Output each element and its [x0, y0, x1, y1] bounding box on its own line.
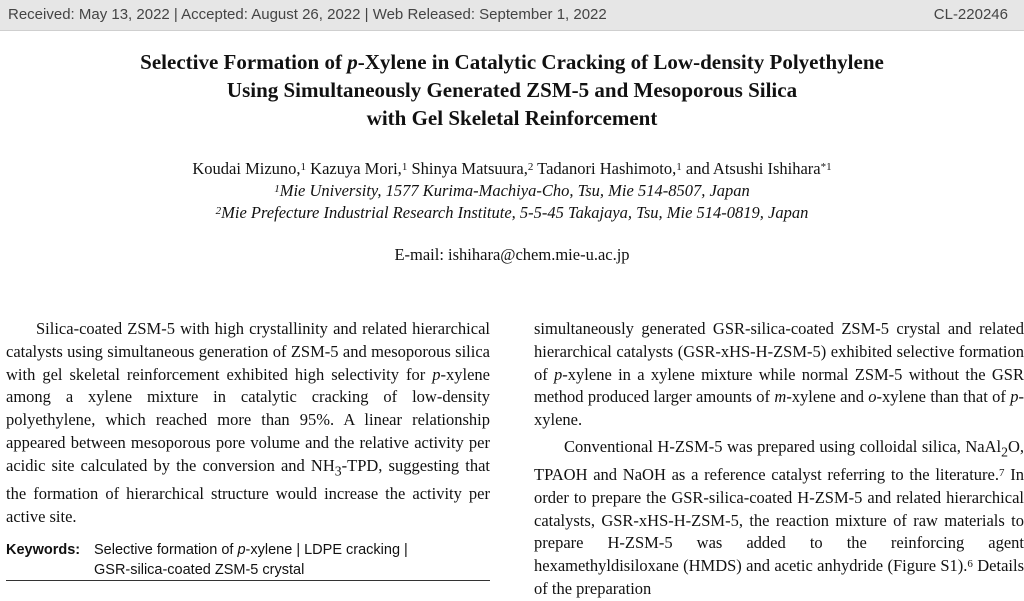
- article-id: CL-220246: [933, 6, 1008, 23]
- author-name: Koudai Mizuno,: [192, 159, 301, 178]
- keywords-list: Selective formation of p-xylene | LDPE cracking | GSR-silica-coated ZSM-5 crystal: [94, 542, 408, 578]
- author-affiliation-mark: 1: [676, 161, 682, 173]
- author-affiliation-mark: *1: [820, 161, 832, 173]
- body-paragraph: Conventional H-ZSM-5 was prepared using colloidal silica, NaAl$_2$O, TPAOH and NaOH as a reference catalyst referring to the literature.$^7$ In order to prepare the GSR-silica-coated H-ZSM-5 and related hierarchical catalysts, GSR-xHS-H-ZSM-5, the reaction mixture of raw materials to prepare H-ZSM-5 was added to the reinforcing agent hexamethyldisiloxane (HMDS) and acetic anhydride (Figure S1).$^6$ Details of the preparation: [534, 436, 1024, 599]
- body-paragraph: simultaneously generated GSR-silica-coated ZSM-5 crystal and related hierarchical catalysts (GSR-xHS-H-ZSM-5) exhibited selective formation of p-xylene in a xylene mixture while normal ZSM-5 without the GSR method produced larger amounts of m-xylene and o-xylene than that of p-xylene.: [534, 319, 1024, 430]
- author-name: and Atsushi Ishihara: [681, 159, 821, 178]
- author-name: Shinya Matsuura,: [407, 159, 528, 178]
- author-name: Kazuya Mori,: [306, 159, 402, 178]
- author-name: Tadanori Hashimoto,: [533, 159, 677, 178]
- contact-email: E-mail: ishihara@chem.mie-u.ac.jp: [394, 245, 630, 264]
- title-line-3: with Gel Skeletal Reinforcement: [366, 106, 658, 130]
- body-text: [534, 318, 1024, 601]
- paper-title: [40, 48, 984, 132]
- affiliation-2: $^2$Mie Prefecture Industrial Research Institute, 5-5-45 Takajaya, Tsu, Mie 514-0819, Japan: [215, 203, 809, 222]
- keywords-label: Keywords:: [6, 542, 81, 558]
- keywords-divider: [6, 580, 490, 581]
- author-list: [40, 158, 984, 180]
- affiliation-1: $^1$Mie University, 1577 Kurima-Machiya-Cho, Tsu, Mie 514-8507, Japan: [274, 181, 750, 200]
- author-affiliation-mark: 1: [401, 161, 408, 173]
- author-affiliation-mark: 2: [527, 161, 534, 173]
- title-line-2: Using Simultaneously Generated ZSM-5 and Mesoporous Silica: [226, 78, 798, 102]
- publication-dates: Received: May 13, 2022 | Accepted: August 26, 2022 | Web Released: September 1, 2022: [8, 6, 607, 23]
- abstract-text: Silica-coated ZSM-5 with high crystallinity and related hierarchical catalysts using simultaneous generation of ZSM-5 and mesoporous silica with gel skeletal reinforcement exhibited high selectivity for p-xylene among a xylene mixture in catalytic cracking of low-density polyethylene, which reached more than 95%. A linear relationship appeared between mesoporous pore volume and the relative activity per acidic site calculated by the conversion and $NH_3$-TPD, suggesting that the formation of hierarchical structure would increase the activity per active site.: [6, 319, 490, 526]
- abstract: [6, 318, 490, 528]
- title-line-1: Selective Formation of p-Xylene in Catalytic Cracking of Low-density Polyethylene: [140, 50, 884, 74]
- publication-info-bar: [0, 0, 1024, 31]
- author-affiliation-mark: 1: [300, 161, 307, 173]
